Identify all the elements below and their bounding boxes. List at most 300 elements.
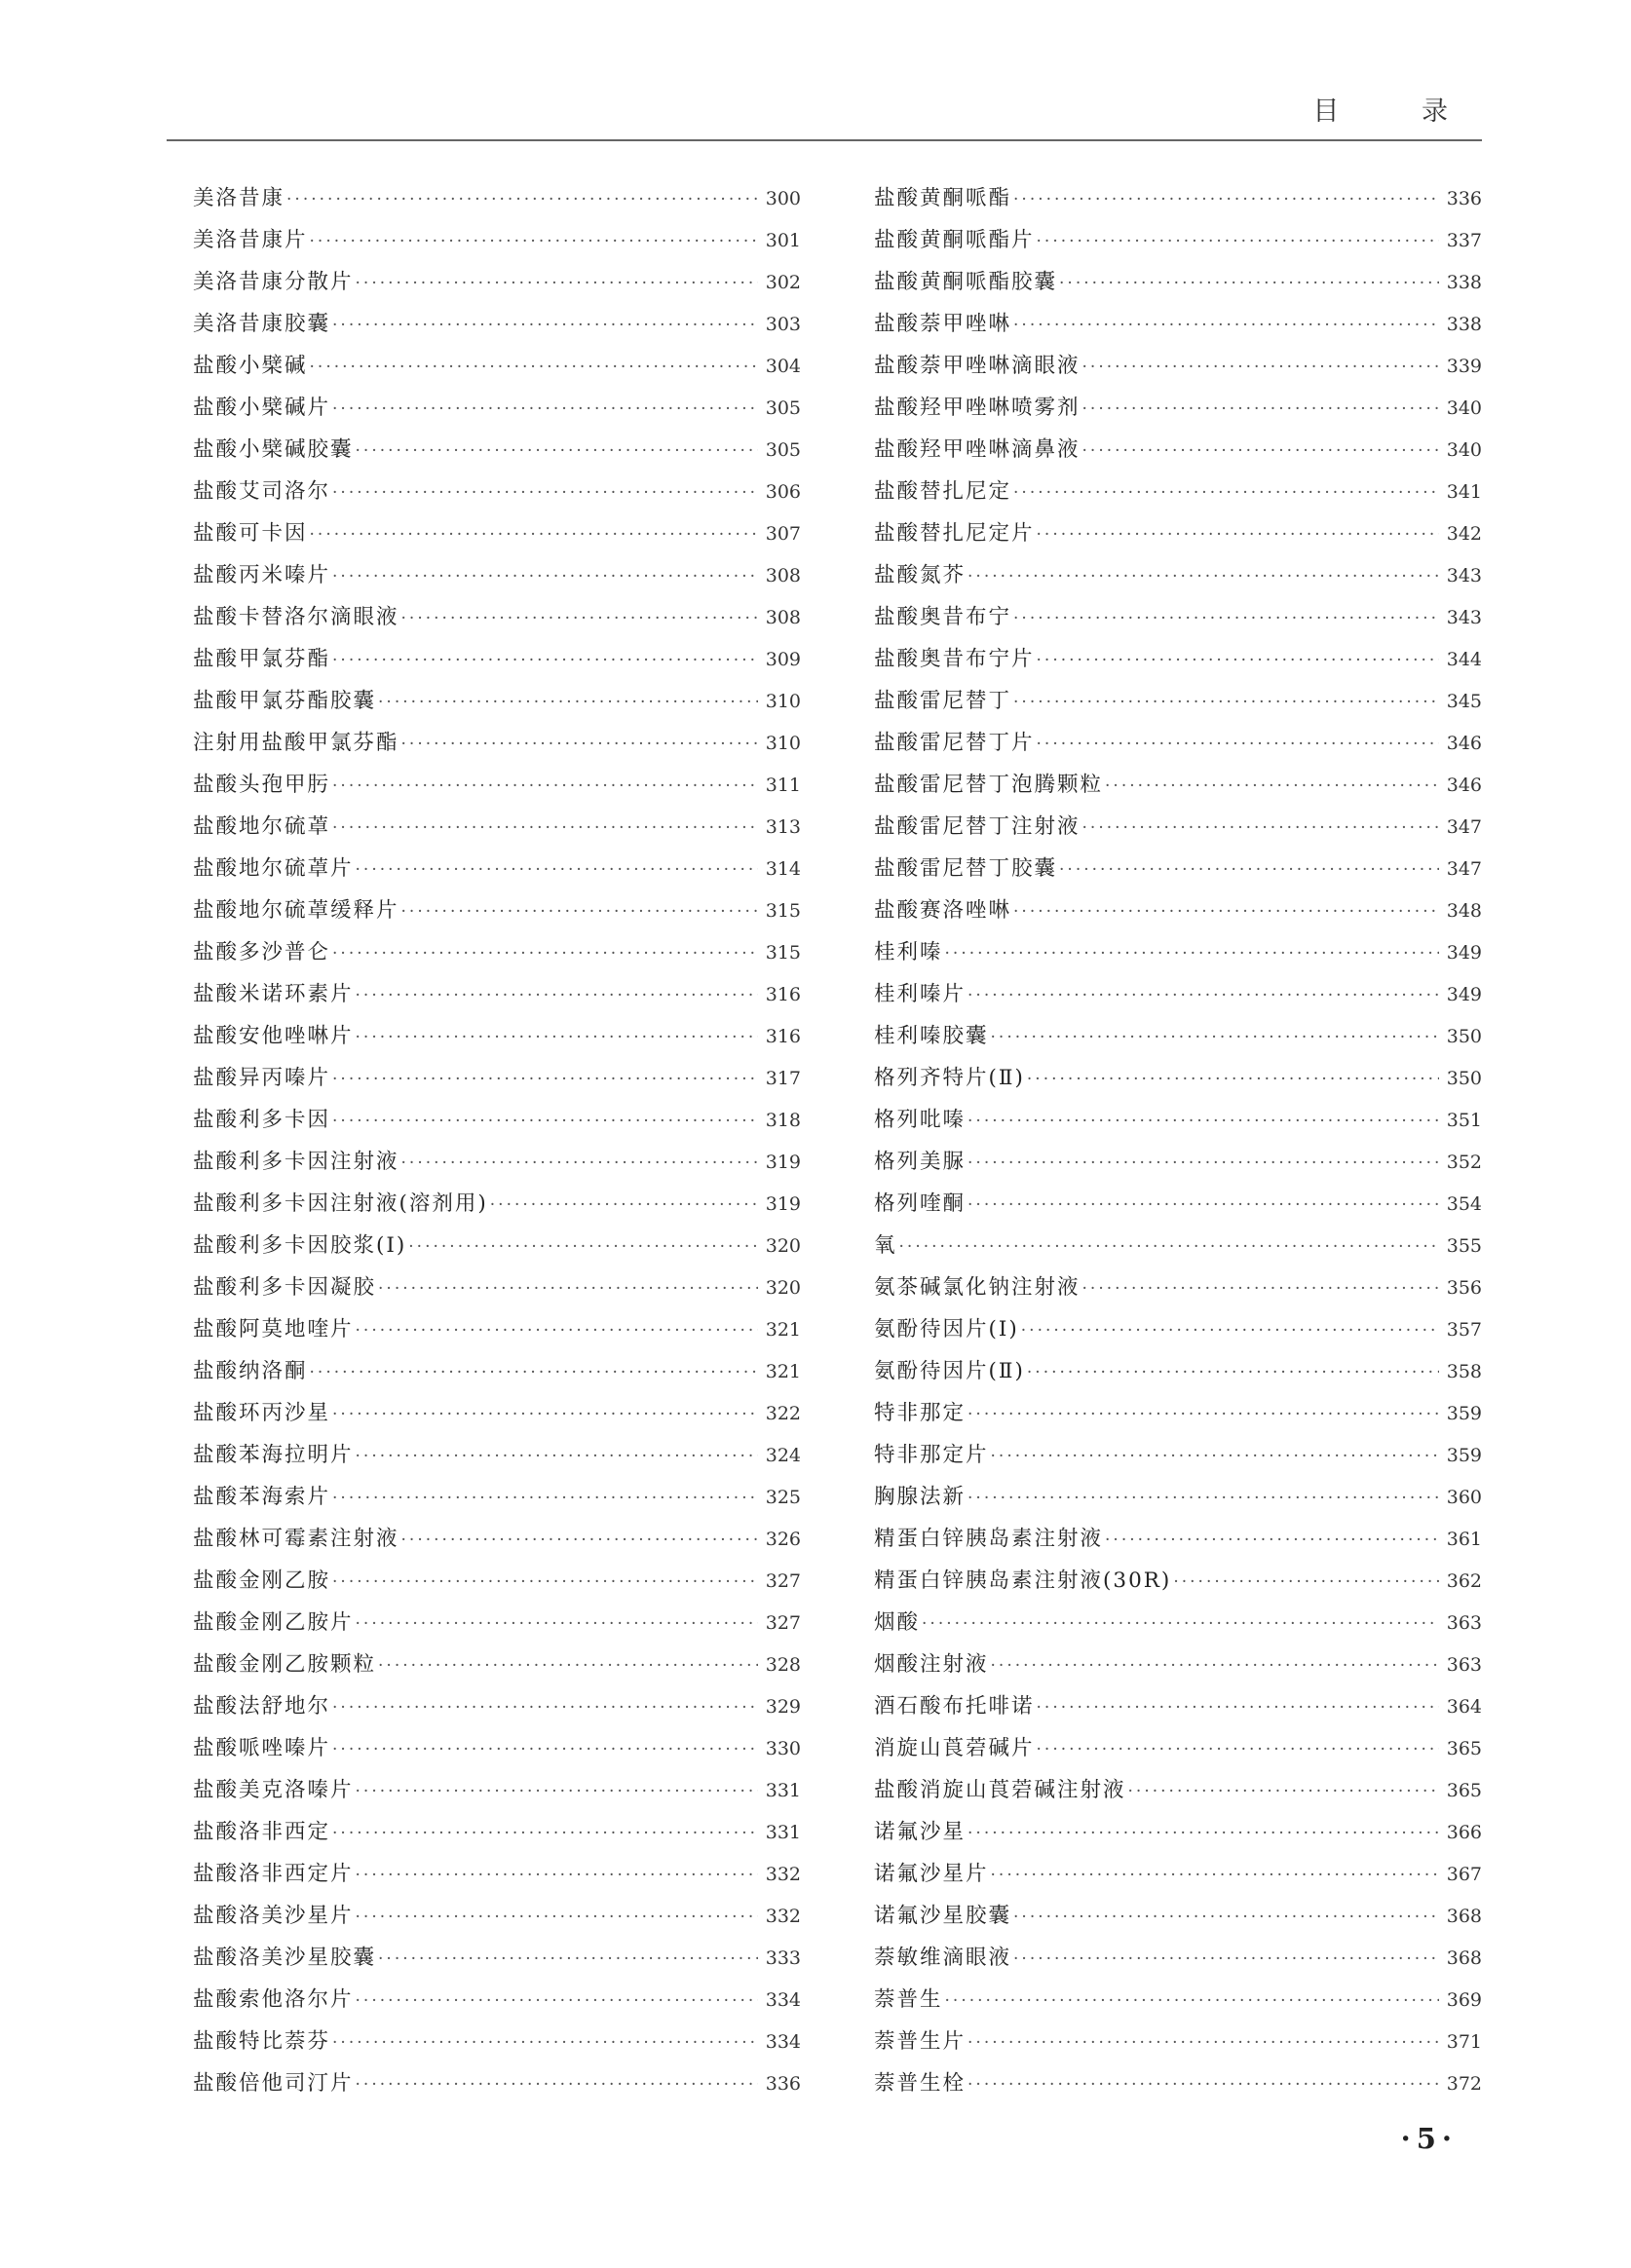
toc-entry[interactable] — [874, 1225, 1482, 1266]
dot-leader — [332, 1729, 758, 1771]
toc-entry[interactable] — [874, 1560, 1482, 1602]
dot-leader — [967, 975, 1439, 1017]
dot-leader — [1082, 808, 1439, 850]
toc-entry[interactable] — [193, 931, 801, 973]
toc-entry[interactable] — [193, 1518, 801, 1560]
toc-entry[interactable] — [193, 471, 801, 512]
toc-entry-title: 格列齐特片(Ⅱ) — [874, 1066, 1025, 1090]
toc-entry-page: 305 — [765, 439, 801, 461]
toc-entry-title: 氨酚待因片(Ⅱ) — [874, 1359, 1025, 1383]
toc-entry-title: 消旋山莨菪碱片 — [874, 1736, 1035, 1760]
dot-leader — [1027, 1352, 1439, 1394]
toc-entry[interactable] — [874, 1183, 1482, 1225]
toc-entry[interactable] — [874, 973, 1482, 1015]
toc-entry[interactable] — [193, 1308, 801, 1350]
toc-entry-title: 盐酸特比萘芬 — [193, 2029, 331, 2054]
toc-entry-title: 酒石酸布托啡诺 — [874, 1694, 1035, 1719]
toc-entry[interactable] — [193, 1434, 801, 1476]
dot-leader — [332, 305, 758, 347]
toc-entry-page: 361 — [1446, 1529, 1482, 1550]
toc-entry-title: 特非那定片 — [874, 1443, 989, 1467]
dot-leader — [1013, 1939, 1439, 1981]
toc-entry-title: 盐酸阿莫地喹片 — [193, 1317, 354, 1342]
dot-leader — [356, 1017, 758, 1059]
dot-leader — [967, 1813, 1439, 1855]
toc-entry[interactable] — [874, 1099, 1482, 1141]
toc-entry-page: 314 — [765, 858, 801, 880]
toc-entry[interactable] — [874, 1811, 1482, 1853]
toc-entry-page: 350 — [1446, 1026, 1482, 1047]
toc-entry-page: 303 — [765, 314, 801, 335]
toc-entry[interactable] — [193, 973, 801, 1015]
dot-leader — [332, 1478, 758, 1520]
toc-entry-title: 盐酸多沙普仑 — [193, 940, 331, 964]
toc-entry[interactable] — [193, 1266, 801, 1308]
dot-leader — [1082, 431, 1439, 472]
toc-entry-page: 319 — [765, 1152, 801, 1173]
toc-entry[interactable] — [193, 1476, 801, 1518]
dot-leader — [332, 556, 758, 598]
dot-leader — [332, 2022, 758, 2064]
toc-entry[interactable] — [193, 1727, 801, 1769]
dot-leader — [310, 1352, 758, 1394]
toc-entry-title: 格列吡嗪 — [874, 1108, 967, 1132]
toc-entry[interactable] — [193, 1811, 801, 1853]
toc-entry-title: 诺氟沙星胶囊 — [874, 1904, 1012, 1928]
dot-leader — [332, 1101, 758, 1143]
toc-entry[interactable] — [193, 1979, 801, 2021]
dot-leader — [356, 1855, 758, 1897]
toc-entry-page: 313 — [765, 816, 801, 838]
toc-entry[interactable] — [193, 554, 801, 596]
toc-entry[interactable] — [193, 1141, 801, 1183]
toc-entry-page: 326 — [765, 1529, 801, 1550]
toc-entry[interactable] — [874, 931, 1482, 973]
toc-entry-title: 盐酸奥昔布宁片 — [874, 647, 1035, 671]
dot-leader — [378, 682, 758, 724]
toc-entry-page: 321 — [765, 1319, 801, 1341]
toc-entry-page: 356 — [1446, 1277, 1482, 1299]
toc-entry-page: 355 — [1446, 1235, 1482, 1257]
toc-entry[interactable] — [874, 596, 1482, 638]
toc-entry-title: 盐酸洛非西定 — [193, 1820, 331, 1844]
toc-entry-title: 盐酸雷尼替丁泡腾颗粒 — [874, 773, 1104, 797]
toc-entry[interactable] — [874, 1434, 1482, 1476]
toc-entry-title: 盐酸甲氯芬酯胶囊 — [193, 689, 377, 713]
toc-entry[interactable] — [193, 596, 801, 638]
toc-entry-page: 343 — [1446, 565, 1482, 586]
toc-entry-title: 盐酸丙米嗪片 — [193, 563, 331, 587]
dot-leader — [378, 1268, 758, 1310]
toc-entry-title: 盐酸米诺环素片 — [193, 982, 354, 1006]
toc-entry-page: 346 — [1446, 733, 1482, 754]
toc-entry[interactable] — [193, 429, 801, 471]
toc-entry-page: 348 — [1446, 900, 1482, 922]
toc-entry[interactable] — [193, 889, 801, 931]
dot-leader — [332, 766, 758, 808]
dot-leader — [1037, 514, 1439, 556]
toc-entry-page: 357 — [1446, 1319, 1482, 1341]
toc-entry-title: 烟酸注射液 — [874, 1652, 989, 1677]
toc-entry[interactable] — [874, 219, 1482, 261]
toc-entry-page: 325 — [765, 1487, 801, 1508]
dot-leader — [967, 1185, 1439, 1227]
toc-left-column — [193, 177, 801, 2104]
toc-entry[interactable] — [874, 1518, 1482, 1560]
toc-entry[interactable] — [193, 1685, 801, 1727]
dot-leader — [356, 1981, 758, 2022]
toc-entry[interactable] — [193, 638, 801, 680]
toc-entry[interactable] — [874, 722, 1482, 764]
toc-entry[interactable] — [874, 764, 1482, 806]
toc-entry-page: 315 — [765, 942, 801, 964]
toc-entry-title: 胸腺法新 — [874, 1485, 967, 1509]
dot-leader — [1013, 891, 1439, 933]
toc-entry-page: 300 — [765, 188, 801, 209]
toc-entry[interactable] — [874, 1727, 1482, 1769]
toc-entry-page: 338 — [1446, 272, 1482, 293]
toc-entry-title: 盐酸雷尼替丁胶囊 — [874, 856, 1058, 881]
toc-entry-title: 盐酸纳洛酮 — [193, 1359, 308, 1383]
toc-entry-page: 320 — [765, 1235, 801, 1257]
toc-entry-title: 盐酸异丙嗪片 — [193, 1066, 331, 1090]
toc-entry-page: 368 — [1446, 1947, 1482, 1969]
toc-entry-page: 321 — [765, 1361, 801, 1382]
toc-entry-page: 340 — [1446, 397, 1482, 419]
toc-entry[interactable] — [193, 1644, 801, 1685]
toc-entry-page: 320 — [765, 1277, 801, 1299]
toc-entry[interactable] — [874, 1769, 1482, 1811]
toc-entry-title: 盐酸赛洛唑啉 — [874, 898, 1012, 923]
toc-entry[interactable] — [874, 1266, 1482, 1308]
toc-entry-title: 盐酸苯海索片 — [193, 1485, 331, 1509]
toc-entry[interactable] — [193, 1015, 801, 1057]
toc-entry[interactable] — [193, 345, 801, 387]
dot-leader — [1037, 1687, 1439, 1729]
toc-entry-title: 盐酸美克洛嗪片 — [193, 1778, 354, 1802]
dot-leader — [1013, 472, 1439, 514]
dot-leader — [1082, 389, 1439, 431]
toc-entry-page: 346 — [1446, 775, 1482, 796]
toc-entry-page: 368 — [1446, 1906, 1482, 1927]
toc-entry-page: 349 — [1446, 984, 1482, 1005]
toc-entry-page: 331 — [765, 1822, 801, 1843]
toc-entry-page: 328 — [765, 1654, 801, 1676]
toc-entry-page: 310 — [765, 733, 801, 754]
page-number: ·5· — [1400, 2122, 1458, 2155]
toc-entry-title: 精蛋白锌胰岛素注射液 — [874, 1527, 1104, 1551]
toc-entry-title: 诺氟沙星 — [874, 1820, 967, 1844]
dot-leader — [1027, 1059, 1439, 1101]
dot-leader — [991, 1645, 1439, 1687]
dot-leader — [967, 556, 1439, 598]
toc-entry-page: 332 — [765, 1864, 801, 1885]
dot-leader — [1013, 682, 1439, 724]
toc-entry-title: 盐酸哌唑嗪片 — [193, 1736, 331, 1760]
toc-entry-page: 316 — [765, 984, 801, 1005]
toc-entry[interactable] — [193, 1350, 801, 1392]
toc-entry-page: 330 — [765, 1738, 801, 1759]
toc-entry[interactable] — [193, 387, 801, 429]
toc-entry-title: 盐酸洛美沙星片 — [193, 1904, 354, 1928]
toc-entry-page: 301 — [765, 230, 801, 251]
dot-leader — [967, 1478, 1439, 1520]
toc-entry[interactable] — [874, 1392, 1482, 1434]
dot-leader — [1013, 598, 1439, 640]
toc-entry-title: 美洛昔康片 — [193, 228, 308, 252]
dot-leader — [1059, 850, 1439, 891]
toc-entry[interactable] — [874, 1057, 1482, 1099]
toc-entry[interactable] — [193, 1225, 801, 1266]
toc-entry[interactable] — [874, 512, 1482, 554]
toc-entry-page: 347 — [1446, 816, 1482, 838]
toc-entry-page: 318 — [765, 1110, 801, 1131]
toc-entry-title: 盐酸萘甲唑啉滴眼液 — [874, 354, 1081, 378]
dot-leader — [401, 891, 758, 933]
toc-entry-title: 盐酸雷尼替丁 — [874, 689, 1012, 713]
dot-leader — [1105, 1520, 1439, 1562]
dot-leader — [1082, 1268, 1439, 1310]
toc-entry-title: 精蛋白锌胰岛素注射液(30R) — [874, 1569, 1172, 1593]
toc-entry-title: 盐酸金刚乙胺 — [193, 1569, 331, 1593]
dot-leader — [945, 1981, 1439, 2022]
toc-entry[interactable] — [193, 1769, 801, 1811]
toc-entry-title: 盐酸羟甲唑啉喷雾剂 — [874, 396, 1081, 420]
toc-entry-title: 盐酸羟甲唑啉滴鼻液 — [874, 437, 1081, 462]
toc-entry[interactable] — [193, 1853, 801, 1895]
dot-leader — [1037, 1729, 1439, 1771]
toc-entry[interactable] — [874, 1015, 1482, 1057]
toc-entry-title: 氨茶碱氯化钠注射液 — [874, 1275, 1081, 1300]
toc-entry-title: 盐酸地尔硫䓬片 — [193, 856, 354, 881]
toc-entry[interactable] — [193, 177, 801, 219]
dot-leader — [378, 1645, 758, 1687]
toc-entry-page: 340 — [1446, 439, 1482, 461]
dot-leader — [1037, 221, 1439, 263]
toc-entry-title: 萘普生片 — [874, 2029, 967, 2054]
toc-entry-title: 氧 — [874, 1233, 897, 1258]
toc-entry-title: 桂利嗪片 — [874, 982, 967, 1006]
toc-entry[interactable] — [193, 261, 801, 303]
toc-entry-title: 盐酸卡替洛尔滴眼液 — [193, 605, 399, 629]
toc-entry-title: 盐酸利多卡因注射液 — [193, 1150, 399, 1174]
toc-entry-page: 336 — [1446, 188, 1482, 209]
toc-entry[interactable] — [874, 177, 1482, 219]
toc-entry-page: 309 — [765, 649, 801, 670]
toc-entry-page: 347 — [1446, 858, 1482, 880]
toc-entry[interactable] — [874, 303, 1482, 345]
dot-leader — [332, 472, 758, 514]
toc-entry-page: 337 — [1446, 230, 1482, 251]
toc-entry[interactable] — [874, 1644, 1482, 1685]
toc-entry-page: 315 — [765, 900, 801, 922]
toc-entry-title: 盐酸替扎尼定 — [874, 479, 1012, 504]
toc-entry[interactable] — [193, 1183, 801, 1225]
toc-entry[interactable] — [874, 2062, 1482, 2104]
toc-entry[interactable] — [874, 680, 1482, 722]
toc-entry[interactable] — [874, 387, 1482, 429]
toc-entry[interactable] — [874, 261, 1482, 303]
toc-entry[interactable] — [874, 2021, 1482, 2062]
toc-entry-page: 304 — [765, 356, 801, 377]
toc-entry-title: 盐酸消旋山莨菪碱注射液 — [874, 1778, 1126, 1802]
toc-entry-title: 盐酸艾司洛尔 — [193, 479, 331, 504]
toc-entry-title: 美洛昔康胶囊 — [193, 312, 331, 336]
toc-entry-title: 盐酸利多卡因注射液(溶剂用) — [193, 1191, 488, 1216]
toc-entry[interactable] — [874, 471, 1482, 512]
dot-leader — [332, 389, 758, 431]
dot-leader — [332, 808, 758, 850]
toc-entry-page: 334 — [765, 1989, 801, 2011]
toc-entry[interactable] — [874, 1895, 1482, 1937]
toc-entry-page: 324 — [765, 1445, 801, 1466]
toc-entry-page: 352 — [1446, 1152, 1482, 1173]
toc-entry[interactable] — [874, 429, 1482, 471]
dot-leader — [1128, 1771, 1439, 1813]
toc-entry-page: 310 — [765, 691, 801, 712]
dot-leader — [967, 1143, 1439, 1185]
toc-entry-page: 341 — [1446, 481, 1482, 503]
toc-entry[interactable] — [874, 1937, 1482, 1979]
toc-entry-title: 盐酸金刚乙胺颗粒 — [193, 1652, 377, 1677]
dot-leader — [1173, 1562, 1439, 1604]
dot-leader — [356, 1436, 758, 1478]
toc-entry-title: 盐酸倍他司汀片 — [193, 2071, 354, 2096]
toc-entry-page: 371 — [1446, 2031, 1482, 2053]
dot-leader — [991, 1855, 1439, 1897]
toc-entry[interactable] — [193, 848, 801, 889]
toc-entry[interactable] — [193, 722, 801, 764]
toc-entry[interactable] — [874, 345, 1482, 387]
toc-entry-title: 格列喹酮 — [874, 1191, 967, 1216]
toc-entry[interactable] — [193, 2062, 801, 2104]
toc-entry-page: 339 — [1446, 356, 1482, 377]
toc-entry-page: 344 — [1446, 649, 1482, 670]
toc-entry[interactable] — [874, 1979, 1482, 2021]
toc-entry-page: 311 — [765, 775, 801, 796]
toc-entry-page: 327 — [765, 1612, 801, 1634]
toc-entry-page: 364 — [1446, 1696, 1482, 1718]
dot-leader — [332, 933, 758, 975]
toc-entry-page: 336 — [765, 2073, 801, 2095]
toc-entry[interactable] — [874, 1602, 1482, 1644]
toc-entry[interactable] — [874, 554, 1482, 596]
toc-entry-page: 316 — [765, 1026, 801, 1047]
toc-entry-title: 格列美脲 — [874, 1150, 967, 1174]
dot-leader — [1013, 305, 1439, 347]
toc-entry-title: 盐酸利多卡因 — [193, 1108, 331, 1132]
toc-entry[interactable] — [193, 2021, 801, 2062]
toc-entry-title: 桂利嗪 — [874, 940, 943, 964]
toc-entry[interactable] — [193, 1392, 801, 1434]
toc-entry[interactable] — [874, 848, 1482, 889]
dot-leader — [991, 1017, 1439, 1059]
toc-entry-page: 322 — [765, 1403, 801, 1424]
toc-entry[interactable] — [874, 1685, 1482, 1727]
dot-leader — [356, 2064, 758, 2106]
toc-entry[interactable] — [193, 1057, 801, 1099]
toc-entry[interactable] — [874, 1308, 1482, 1350]
dot-leader — [1059, 263, 1439, 305]
toc-entry-title: 盐酸洛美沙星胶囊 — [193, 1946, 377, 1970]
toc-entry-page: 331 — [765, 1780, 801, 1801]
toc-entry[interactable] — [874, 638, 1482, 680]
toc-entry[interactable] — [874, 889, 1482, 931]
dot-leader — [310, 514, 758, 556]
toc-entry-title: 特非那定 — [874, 1401, 967, 1425]
dot-leader — [408, 1227, 758, 1268]
toc-entry-title: 桂利嗪胶囊 — [874, 1024, 989, 1048]
toc-entry-title: 盐酸黄酮哌酯片 — [874, 228, 1035, 252]
toc-entry-title: 盐酸奥昔布宁 — [874, 605, 1012, 629]
toc-entry-page: 334 — [765, 2031, 801, 2053]
toc-entry-page: 317 — [765, 1068, 801, 1089]
toc-entry[interactable] — [193, 806, 801, 848]
toc-entry-title: 诺氟沙星片 — [874, 1862, 989, 1886]
toc-entry-title: 萘敏维滴眼液 — [874, 1946, 1012, 1970]
toc-entry[interactable] — [193, 1937, 801, 1979]
dot-leader — [922, 1604, 1439, 1645]
toc-entry[interactable] — [874, 1141, 1482, 1183]
dot-leader — [310, 347, 758, 389]
toc-entry-page: 350 — [1446, 1068, 1482, 1089]
toc-right-column — [874, 177, 1482, 2104]
toc-entry-page: 363 — [1446, 1612, 1482, 1634]
toc-entry[interactable] — [874, 1350, 1482, 1392]
toc-entry[interactable] — [193, 303, 801, 345]
toc-entry-page: 360 — [1446, 1487, 1482, 1508]
toc-entry[interactable] — [193, 512, 801, 554]
toc-entry[interactable] — [193, 1560, 801, 1602]
dot-leader — [1037, 640, 1439, 682]
toc-entry-page: 359 — [1446, 1445, 1482, 1466]
toc-entry-title: 盐酸小檗碱 — [193, 354, 308, 378]
toc-entry-page: 354 — [1446, 1193, 1482, 1215]
dot-leader — [1105, 766, 1439, 808]
dot-leader — [1013, 179, 1439, 221]
toc-entry-page: 366 — [1446, 1822, 1482, 1843]
toc-entry[interactable] — [874, 806, 1482, 848]
toc-entry-page: 308 — [765, 607, 801, 628]
toc-entry-title: 盐酸洛非西定片 — [193, 1862, 354, 1886]
toc-entry-page: 365 — [1446, 1738, 1482, 1759]
dot-leader — [1037, 724, 1439, 766]
toc-entry-page: 372 — [1446, 2073, 1482, 2095]
toc-entry[interactable] — [193, 219, 801, 261]
toc-entry-title: 盐酸小檗碱胶囊 — [193, 437, 354, 462]
toc-entry-title: 美洛昔康 — [193, 186, 285, 210]
toc-entry[interactable] — [193, 1895, 801, 1937]
toc-entry-page: 369 — [1446, 1989, 1482, 2011]
toc-entry-page: 345 — [1446, 691, 1482, 712]
toc-entry[interactable] — [874, 1853, 1482, 1895]
toc-entry-page: 349 — [1446, 942, 1482, 964]
toc-entry-page: 332 — [765, 1906, 801, 1927]
toc-entry[interactable] — [193, 764, 801, 806]
dot-leader — [401, 724, 758, 766]
dot-leader — [356, 850, 758, 891]
toc-entry[interactable] — [874, 1476, 1482, 1518]
toc-entry-title: 烟酸 — [874, 1610, 921, 1635]
toc-entry-title: 盐酸索他洛尔片 — [193, 1987, 354, 2012]
dot-leader — [356, 263, 758, 305]
toc-entry-title: 盐酸小檗碱片 — [193, 396, 331, 420]
toc-entry[interactable] — [193, 680, 801, 722]
toc-entry-title: 注射用盐酸甲氯芬酯 — [193, 731, 399, 755]
toc-entry[interactable] — [193, 1099, 801, 1141]
toc-entry[interactable] — [193, 1602, 801, 1644]
toc-entry-title: 盐酸林可霉素注射液 — [193, 1527, 399, 1551]
